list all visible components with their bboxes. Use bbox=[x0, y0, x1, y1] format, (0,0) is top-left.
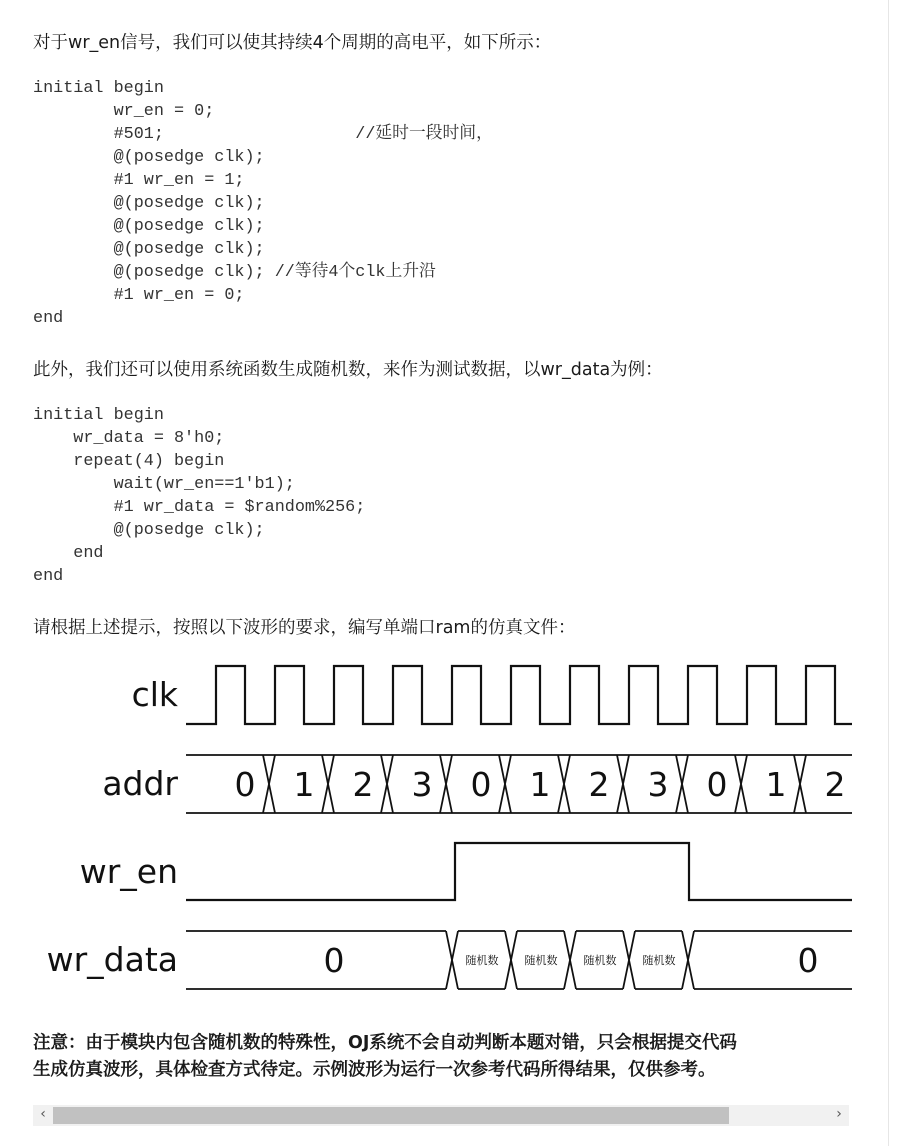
signal-label-wr-data: wr_data bbox=[46, 940, 178, 979]
paragraph-random-intro: 此外，我们还可以使用系统函数生成随机数，来作为测试数据，以wr_data为例： bbox=[33, 360, 663, 380]
signal-label-clk: clk bbox=[131, 675, 178, 714]
addr-bus bbox=[186, 755, 852, 813]
addr-value: 0 bbox=[470, 765, 492, 804]
wr-data-bus bbox=[186, 931, 852, 989]
addr-value: 3 bbox=[411, 765, 433, 804]
wr-data-random: 随机数 bbox=[583, 954, 617, 967]
addr-value: 1 bbox=[529, 765, 551, 804]
addr-value: 2 bbox=[824, 765, 846, 804]
code-block-wr-en: initial begin wr_en = 0; #501; //延时一段时间， @(posedge clk); #1 wr_en = 1; @(posedge clk); @(posedge clk); @(posedge clk); @(posedge clk); //等待4个clk上升沿 #1 wr_en = 0; end bbox=[33, 79, 493, 328]
addr-value: 1 bbox=[765, 765, 787, 804]
note-line-1: 注意：由于模块内包含随机数的特殊性，OJ系统不会自动判断本题对错，只会根据提交代码 bbox=[33, 1033, 737, 1053]
addr-value: 1 bbox=[293, 765, 315, 804]
wr-data-value-right: 0 bbox=[797, 941, 819, 980]
addr-value: 0 bbox=[234, 765, 256, 804]
paragraph-wr-en-intro: 对于wr_en信号，我们可以使其持续4个周期的高电平，如下所示： bbox=[33, 33, 552, 53]
wr-en-wave bbox=[186, 843, 852, 900]
wr-data-random: 随机数 bbox=[642, 954, 676, 967]
note-line-2: 生成仿真波形，具体检查方式待定。示例波形为运行一次参考代码所得结果，仅供参考。 bbox=[33, 1060, 716, 1080]
wr-data-random: 随机数 bbox=[465, 954, 499, 967]
paragraph-task: 请根据上述提示，按照以下波形的要求，编写单端口ram的仿真文件： bbox=[33, 618, 576, 638]
code-block-wr-data: initial begin wr_data = 8'h0; repeat(4) begin wait(wr_en==1'b1); #1 wr_data = $random%256; @(posedge clk); end end bbox=[33, 406, 366, 586]
signal-label-addr: addr bbox=[102, 764, 178, 803]
addr-value: 0 bbox=[706, 765, 728, 804]
scrollbar-thumb[interactable] bbox=[53, 1107, 729, 1124]
waveform-diagram bbox=[0, 650, 897, 1000]
scroll-right-arrow-icon[interactable]: › bbox=[836, 1106, 842, 1122]
scroll-left-arrow-icon[interactable]: ‹ bbox=[40, 1106, 46, 1122]
addr-value: 3 bbox=[647, 765, 669, 804]
horizontal-scrollbar[interactable] bbox=[33, 1105, 849, 1126]
wr-data-random: 随机数 bbox=[524, 954, 558, 967]
addr-value: 2 bbox=[352, 765, 374, 804]
clk-wave bbox=[186, 666, 852, 724]
wr-data-value-left: 0 bbox=[323, 941, 345, 980]
signal-label-wr-en: wr_en bbox=[79, 852, 178, 891]
addr-value: 2 bbox=[588, 765, 610, 804]
